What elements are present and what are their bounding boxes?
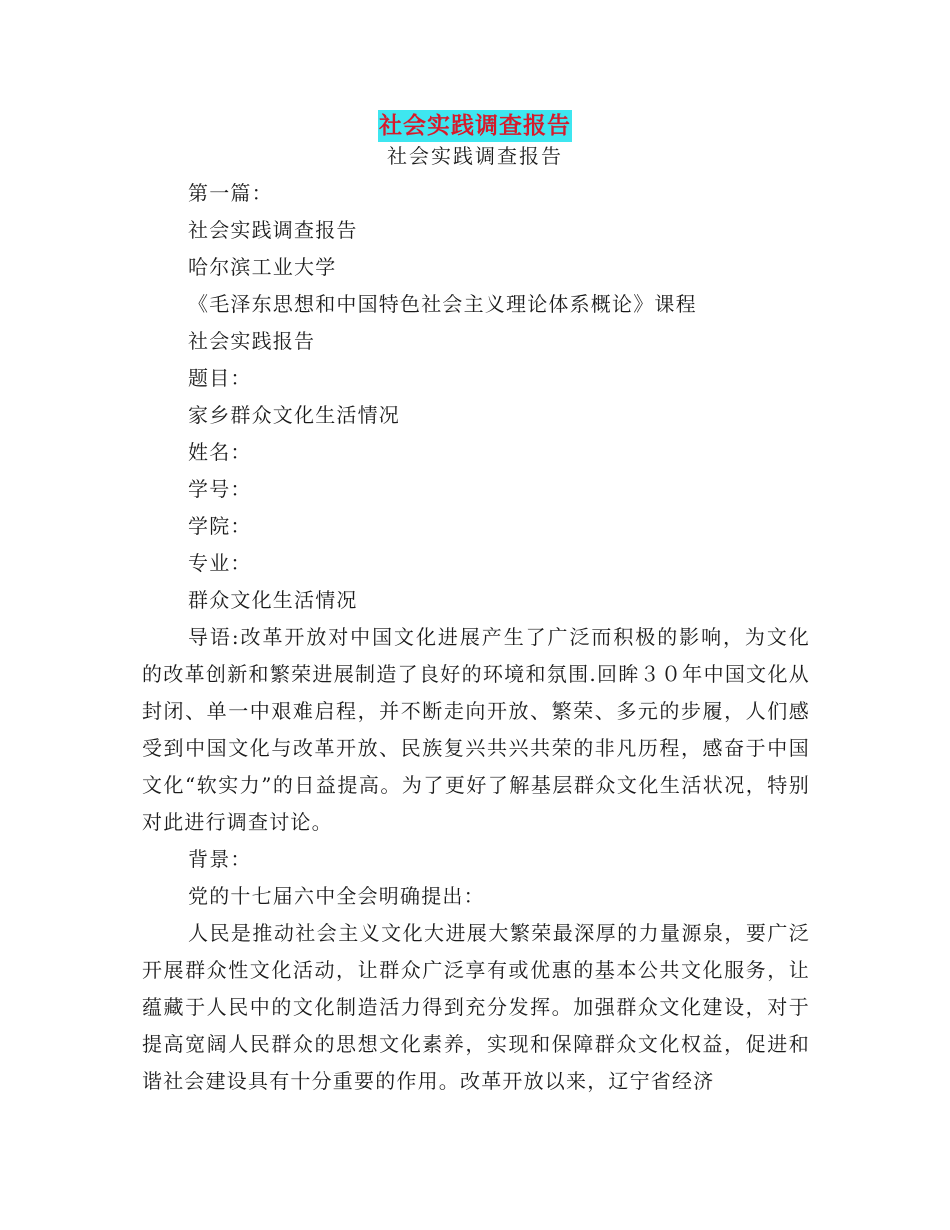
text-line: 《毛泽东思想和中国特色社会主义理论体系概论》课程 — [188, 292, 697, 316]
text-line: 社会实践报告 — [188, 329, 316, 353]
text-line: 学院： — [188, 514, 252, 538]
text-line: 家乡群众文化生活情况 — [188, 403, 400, 427]
document-subtitle: 社会实践调查报告 — [387, 144, 563, 168]
text-line: 社会实践调查报告 — [188, 218, 358, 242]
document-title: 社会实践调查报告 — [378, 110, 572, 142]
text-line: 哈尔滨工业大学 — [188, 255, 337, 279]
text-line: 姓名： — [188, 440, 252, 464]
main-paragraph: 人民是推动社会主义文化大进展大繁荣最深厚的力量源泉，要广泛开展群众性文化活动，让群众广泛享有或优惠的基本公共文化服务，让蕴藏于人民中的文化制造活力得到充分发挥。加强群众文化建设，对于提高宽阔人民群众的思想文化素养，实现和保障群众文化权益，促进和谐社会建设具有十分重要的作用。改革开放以来，辽宁省经济 — [142, 921, 810, 1093]
title-container — [0, 110, 950, 142]
text-line: 第一篇： — [188, 181, 273, 205]
party-statement-line: 党的十七届六中全会明确提出： — [188, 884, 485, 908]
document-body — [142, 175, 810, 1100]
text-line: 学号： — [188, 477, 252, 501]
intro-paragraph: 导语:改革开放对中国文化进展产生了广泛而积极的影响，为文化的改革创新和繁荣进展制造了良好的环境和氛围.回眸３０年中国文化从封闭、单一中艰难启程，并不断走向开放、繁荣、多元的步履，人们感受到中国文化与改革开放、民族复兴共兴共荣的非凡历程，感奋于中国文化“软实力”的日益提高。为了更好了解基层群众文化生活状况，特别对此进行调查讨论。 — [142, 625, 810, 834]
text-line: 群众文化生活情况 — [188, 588, 358, 612]
text-line: 题目： — [188, 366, 252, 390]
text-line: 专业： — [188, 551, 252, 575]
background-label: 背景： — [188, 847, 252, 871]
